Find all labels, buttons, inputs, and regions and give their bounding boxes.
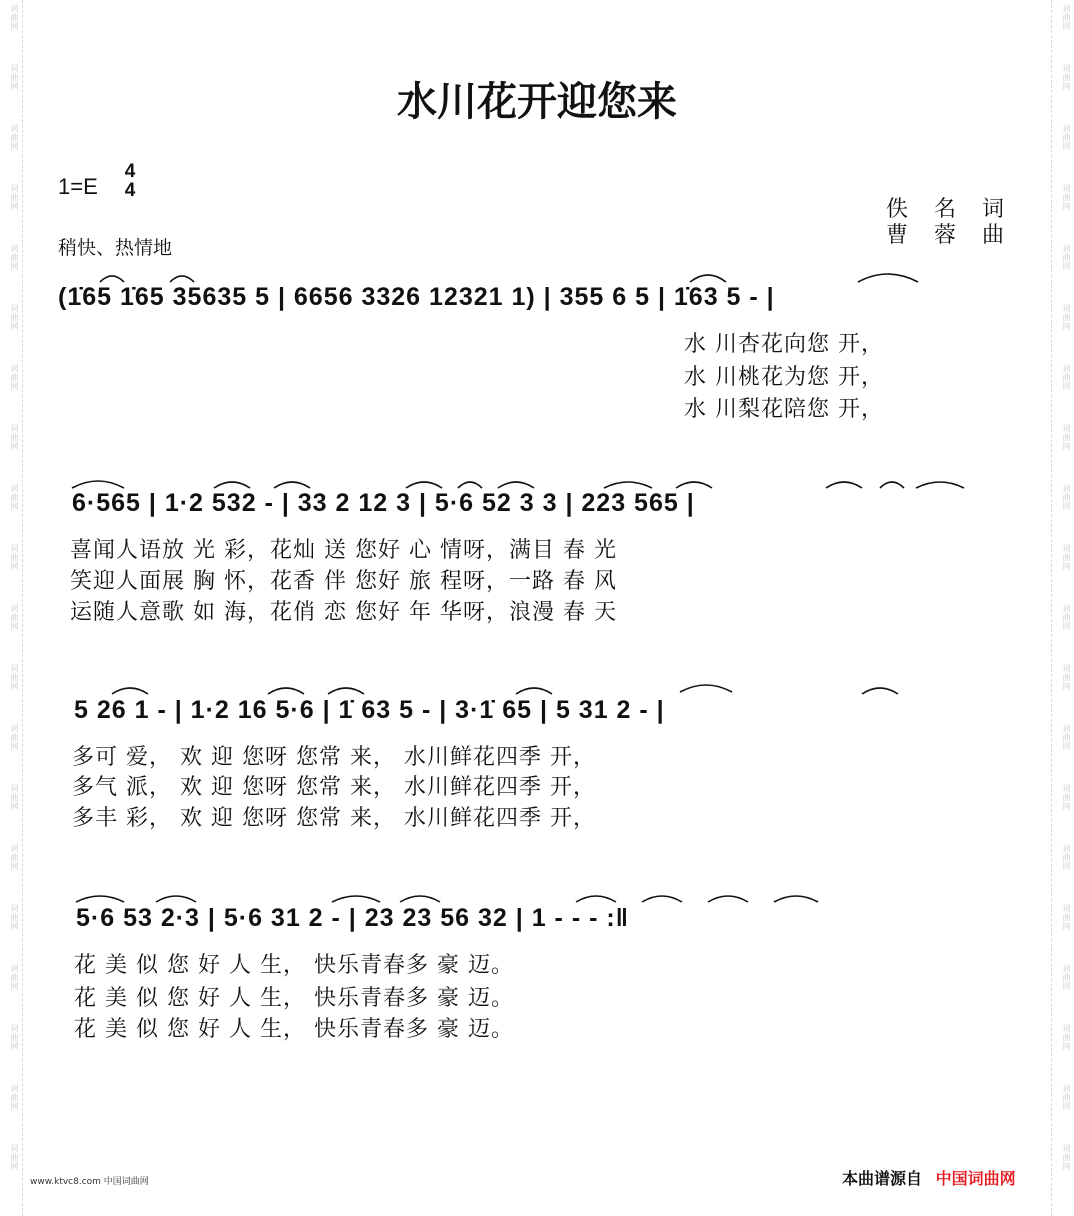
watermark-glyphs: 词曲网: [1062, 124, 1071, 151]
lyric-line-4-verse-3: 花 美 似 您 好 人 生， 快乐青春多 豪 迈。: [74, 1017, 514, 1042]
tempo-marking: 稍快、热情地: [58, 237, 173, 259]
watermark-glyphs: 词曲网: [1062, 664, 1071, 691]
composer-credit: 曹蓉曲: [886, 223, 1031, 248]
watermark-glyphs: 词曲网: [1062, 544, 1071, 571]
watermark-glyphs: 词曲网: [10, 544, 19, 571]
watermark-glyphs: 词曲网: [10, 724, 19, 751]
watermark-glyphs: 词曲网: [1062, 244, 1071, 271]
watermark-glyphs: 词曲网: [1062, 844, 1071, 871]
watermark-glyphs: 词曲网: [1062, 184, 1071, 211]
watermark-glyphs: 词曲网: [1062, 724, 1071, 751]
watermark-glyphs: 词曲网: [10, 484, 19, 511]
watermark-glyphs: 词曲网: [1062, 784, 1071, 811]
lyric-line-4-verse-2: 花 美 似 您 好 人 生， 快乐青春多 豪 迈。: [74, 986, 514, 1011]
watermark-glyphs: 词曲网: [1062, 484, 1071, 511]
watermark-glyphs: 词曲网: [1062, 1024, 1071, 1051]
lyric-line-3-verse-2: 多气 派， 欢 迎 您呀 您常 来， 水川鲜花四季 开，: [72, 775, 596, 800]
watermark-glyphs: 词曲网: [10, 904, 19, 931]
watermark-glyphs: 词曲网: [1062, 1144, 1071, 1171]
watermark-glyphs: 词曲网: [10, 424, 19, 451]
lyricist-credit: 佚名词: [886, 197, 1031, 222]
lyric-line-3-verse-1: 多可 爱， 欢 迎 您呀 您常 来， 水川鲜花四季 开，: [72, 745, 596, 770]
watermark-glyphs: 词曲网: [10, 124, 19, 151]
watermark-glyphs: 词曲网: [10, 664, 19, 691]
watermark-glyphs: 词曲网: [1062, 904, 1071, 931]
watermark-glyphs: 词曲网: [10, 784, 19, 811]
footer-source: [842, 1166, 1016, 1189]
watermark-glyphs: 词曲网: [10, 1144, 19, 1171]
watermark-glyphs: 词曲网: [10, 184, 19, 211]
notation-line-3: 5 26 1 - | 1·2 16 5·6 | 1̇ 63 5 - | 3·1̇ 65 | 5 31 2 - |: [74, 696, 665, 724]
notation-line-2: 6·565 | 1·2 532 - | 33 2 12 3 | 5·6 52 3 3 | 223 565 |: [72, 489, 695, 517]
lyric-line-1-verse-2: 水 川桃花为您 开，: [684, 365, 884, 390]
watermark-glyphs: 词曲网: [10, 244, 19, 271]
watermark-glyphs: 词曲网: [10, 1084, 19, 1111]
watermark-glyphs: 词曲网: [1062, 424, 1071, 451]
lyric-line-2-verse-2: 笑迎人面展 胸 怀，花香 伴 您好 旅 程呀，一路 春 风: [70, 569, 617, 594]
watermark-glyphs: 词曲网: [1062, 604, 1071, 631]
watermark-glyphs: 词曲网: [10, 604, 19, 631]
lyric-line-2-verse-3: 运随人意歌 如 海，花俏 恋 您好 年 华呀，浪漫 春 天: [70, 600, 617, 625]
watermark-glyphs: 词曲网: [10, 964, 19, 991]
footer-website: www.ktvc8.com 中国词曲网: [30, 1177, 149, 1187]
watermark-glyphs: 词曲网: [1062, 364, 1071, 391]
watermark-glyphs: 词曲网: [1062, 4, 1071, 31]
watermark-glyphs: 词曲网: [10, 364, 19, 391]
watermark-glyphs: 词曲网: [10, 64, 19, 91]
watermark-glyphs: 词曲网: [10, 4, 19, 31]
lyric-line-1-verse-1: 水 川杏花向您 开，: [684, 332, 884, 357]
notation-line-4: 5·6 53 2·3 | 5·6 31 2 - | 23 23 56 32 | 1 - - - :‖: [76, 904, 630, 932]
footer-source-text: 本曲谱源自: [842, 1169, 923, 1188]
watermark-glyphs: 词曲网: [1062, 64, 1071, 91]
watermark-glyphs: 词曲网: [1062, 1084, 1071, 1111]
watermark-glyphs: 词曲网: [1062, 964, 1071, 991]
lyric-line-2-verse-1: 喜闻人语放 光 彩，花灿 送 您好 心 情呀，满目 春 光: [70, 538, 617, 563]
meter-top: 4: [124, 161, 136, 182]
song-title: 水川花开迎您来: [397, 78, 677, 125]
watermark-glyphs: 词曲网: [1062, 304, 1071, 331]
watermark-glyphs: 词曲网: [10, 304, 19, 331]
footer-site-name: 中国词曲网: [935, 1169, 1016, 1188]
meter-bottom: 4: [124, 180, 136, 201]
lyric-line-3-verse-3: 多丰 彩， 欢 迎 您呀 您常 来， 水川鲜花四季 开，: [72, 806, 596, 831]
lyric-line-4-verse-1: 花 美 似 您 好 人 生， 快乐青春多 豪 迈。: [74, 953, 514, 978]
notation-line-1: (1̇65 1̇65 35635 5 | 6656 3326 12321 1) | 355 6 5 | 1̇63 5 - |: [58, 283, 775, 311]
lyric-line-1-verse-3: 水 川梨花陪您 开，: [684, 397, 884, 422]
watermark-glyphs: 词曲网: [10, 844, 19, 871]
watermark-glyphs: 词曲网: [10, 1024, 19, 1051]
key-signature: 1=E: [58, 174, 98, 199]
